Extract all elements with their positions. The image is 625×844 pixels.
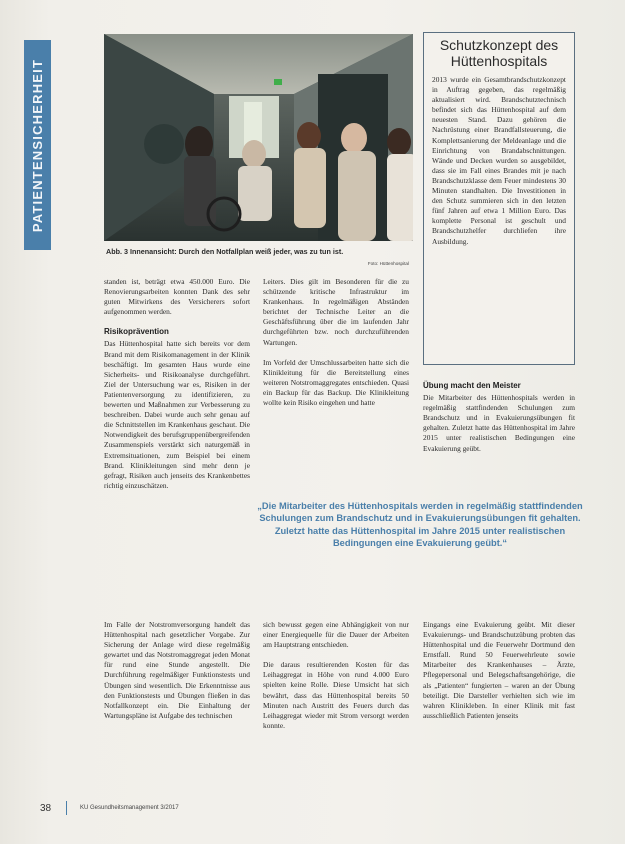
column-2-bottom: [263, 620, 409, 741]
column-3-bottom: [423, 620, 575, 731]
column-1-bottom: [104, 620, 250, 731]
footer-divider: [66, 801, 67, 815]
section-heading: Übung macht den Meister: [423, 381, 521, 390]
paragraph: Die Mitarbeiter des Hüttenhospitals werden in regelmäßig stattfindenden Schulungen zum Brandschutz und in Evakuierungsübungen fit gehalten. Zuletzt hatte das Hüttenhospital im Jahre 2015 unter realistischen Bedingungen eine Evakuierung geübt.: [423, 393, 575, 453]
info-box-text: 2013 wurde ein Gesamtbrandschutzkonzept in Auftrag gegeben, das regelmäßig aktualisiert wird. Brandschutztechnisch befindet sich das Hüttenhospital auf dem neuesten Stand. Dazu gehören die Nachrüstung einer Brandfallsteuerung, die Komplettsanierung der Meldeanlage und die Einrichtung von Brandabschnittungen. Wände und Decken wurden so ausgebildet, dass sie im Fall eines Brandes mit je nach Brandschutzklasse dem Feuer mindestens 30 Minuten standhalten. Die Investitionen in den Schutz summieren sich in den letzten fünf Jahren auf etwa 1 Million Euro. Das komplette Personal ist geschult und Brandschutzhelfer durchliefen ihre Ausbildung.: [432, 75, 566, 246]
column-3: [423, 378, 575, 464]
paragraph: Das Hüttenhospital hatte sich bereits vor dem Brand mit dem Risikomanagement in der Klinik beschäftigt. Im gesamten Haus wurde eine Sicherheits- und Risikoanalyse durchgeführt. Ziel der Untersuchung war es, Risiken in der Patientenversorgung zu identifizieren, zu bewerten und Maßnahmen zur Verbesserung zu beschreiben. Dabei wurde auch sehr genau auf die Schnittstellen im Krankenhaus geschaut. Die Notwendigkeit des berufsgruppenübergreifenden Zusammenspiels verstärkt sich naturgemäß in Extremsituationen, zum Beispiel bei einem Brand. Klinikleitungen sind mehr denn je gefragt, Risiken auch jenseits des Krankenbettes richtig einzuschätzen.: [104, 339, 250, 490]
paragraph: Leiters. Dies gilt im Besonderen für die zu schützende kritische Infrastruktur im Krankenhaus. In regelmäßigen Abständen berichtet der Technische Leiter an die Geschäftsführung über die im laufenden Jahr durchgeführten bzw. noch durchzuführenden Wartungen.: [263, 277, 409, 347]
section-heading: Risikoprävention: [104, 327, 169, 337]
photo-credit: Foto: Hüttenhospital: [367, 261, 409, 266]
info-box: [423, 32, 575, 365]
paragraph: Im Vorfeld der Umschlussarbeiten hatte sich die Klinikleitung für die Bereitstellung eines weiteren Notstromaggregates entschieden. Quasi ein Backup für das Backup. Die Klinikleitung wollte kein Risiko eingehen und hatte: [263, 357, 409, 408]
paragraph: Im Falle der Notstromversorgung handelt das Hüttenhospital nach gesetzlicher Vorgabe. Zur Sicherung der Anlage wird diese regelmäßig gewartet und das Notstromaggregat jeden Monat für rund eine Stunde angestellt. Die Durchführung regelmäßiger Funktionstests und Übungen sind wesentlich. Die Erkenntnisse aus den Funktionstests und Übungen fließen in das Notfallkonzept ein. Die Einhaltung der Wartungspläne ist Aufgabe des technischen: [104, 620, 250, 720]
corridor-illustration: [104, 34, 413, 241]
paragraph: standen ist, beträgt etwa 450.000 Euro. Die Renovierungsarbeiten konnten Dank des sehr guten Mitwirkens des Versicherers sofort aufgenommen werden.: [104, 277, 250, 317]
pull-quote: „Die Mitarbeiter des Hüttenhospitals werden in regelmäßig stattfindenden Schulungen zum Brandschutz und in Evakuierungsübungen fit gehalten. Zuletzt hatte das Hüttenhospital im Jahre 2015 unter realistischen Bedingungen eine Evakuierung geübt.“: [257, 501, 583, 549]
paragraph: Eingangs eine Evakuierung geübt. Mit dieser Evakuierungs- und Brandschutzübung probten das Hüttenhospital und die Feuerwehr Dortmund den Ernstfall. Rund 50 Feuerwehrleute sowie Mitarbeiter des Krankenhauses – Ärzte, Pflegepersonal und Belegschaftsangehörige, die als „Patienten“ fungierten – waren an der Übung beteiligt. Die Darsteller verhielten sich wie im wahren Klinikleben. In einer Klinik mit fast ausschließlich Patienten jenseits: [423, 620, 575, 720]
section-tab-label: PATIENTENSICHERHEIT: [30, 58, 45, 232]
section-tab: [24, 40, 51, 250]
column-2: [263, 277, 409, 418]
figure-caption: Abb. 3 Innenansicht: Durch den Notfallplan weiß jeder, was zu tun ist.: [106, 247, 344, 256]
column-1: [104, 277, 250, 501]
hospital-corridor-photo: [104, 34, 413, 241]
figure-caption-area: [104, 243, 413, 271]
paragraph: sich bewusst gegen eine Abhängigkeit von nur einer Energiequelle für die Dauer der Arbeiten am Hauptstrang entschieden.: [263, 620, 409, 650]
paragraph: Die daraus resultierenden Kosten für das Leihaggregat in Höhe von rund 4.000 Euro spielten keine Rolle. Diese Umsicht hat sich bewährt, dass das Hüttenhospital bereits 50 Minuten nach Austritt des Feuers durch das Leihaggregat wieder mit Strom versorgt werden konnte.: [263, 660, 409, 730]
page-number: 38: [40, 803, 52, 814]
magazine-title: KU Gesundheitsmanagement 3/2017: [80, 805, 179, 811]
info-box-title: Schutzkonzept des Hüttenhospitals: [439, 37, 559, 69]
